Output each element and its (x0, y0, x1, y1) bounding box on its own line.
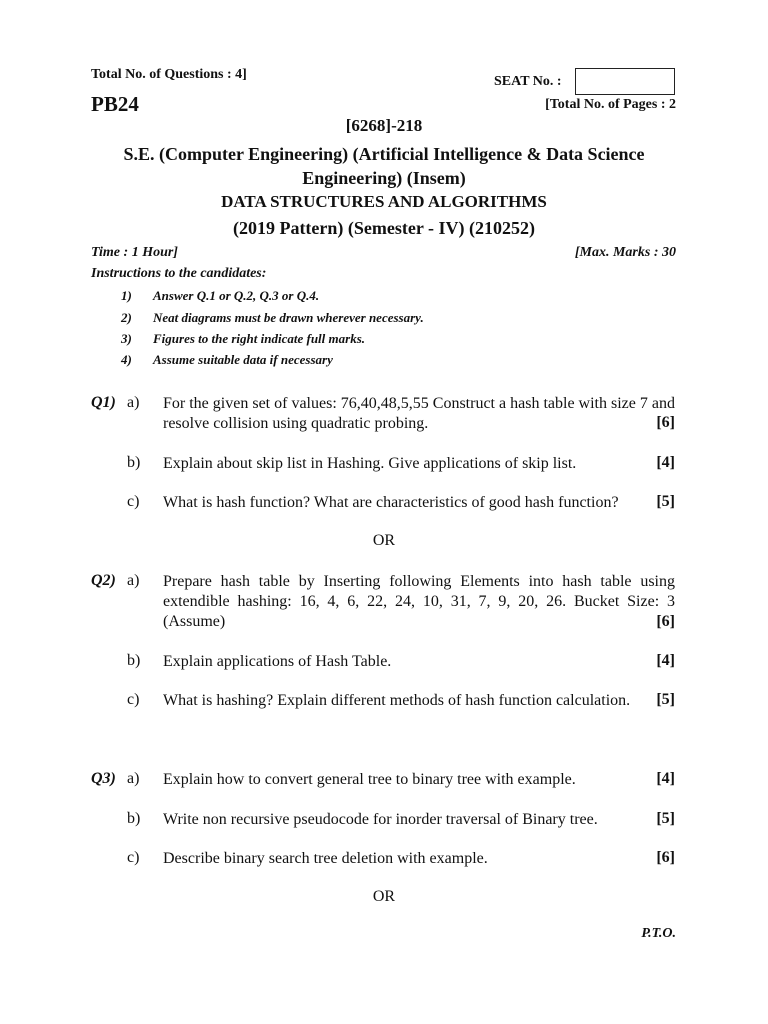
question-marks: [6] (656, 414, 675, 431)
question-part-label: b) (127, 652, 141, 669)
question-marks: [4] (656, 770, 675, 787)
instruction-text: Neat diagrams must be drawn wherever necessary. (153, 310, 424, 325)
question-text: Describe binary search tree deletion with example. (163, 850, 488, 867)
question-text: Explain applications of Hash Table. (163, 653, 392, 670)
question-marks: [5] (656, 691, 675, 708)
seat-number-label: SEAT No. : (494, 74, 562, 89)
question-part-label: a) (127, 572, 140, 589)
or-divider: OR (372, 888, 396, 905)
question-number-q2: Q2) (91, 572, 116, 589)
question-part-label: c) (127, 849, 140, 866)
seat-number-box[interactable] (575, 68, 675, 95)
question-text: What is hashing? Explain different methods of hash function calculation. (163, 692, 631, 709)
instruction-text: Figures to the right indicate full marks. (153, 331, 366, 346)
instruction-number: 2) (121, 310, 132, 325)
paper-code: [6268]-218 (345, 116, 423, 135)
question-part-label: c) (127, 493, 140, 510)
question-number-q3: Q3) (91, 770, 116, 787)
total-pages: [Total No. of Pages : 2 (545, 97, 676, 112)
instruction-item (121, 331, 365, 347)
question-part-label: a) (127, 770, 140, 787)
instruction-item (121, 310, 424, 326)
question-marks: [5] (656, 810, 675, 827)
question-marks: [4] (656, 652, 675, 669)
question-text: Prepare hash table by Inserting following Elements into hash table using extendible hashing: 16, 4, 6, 22, 24, 10, 31, 7, 9, 20, 26. Bucket Size: 3 (Assume) (163, 573, 675, 630)
pattern-line: (2019 Pattern) (Semester - IV) (210252) (232, 218, 536, 238)
question-marks: [4] (656, 454, 675, 471)
question-part-label: a) (127, 394, 140, 411)
course-line-2: Engineering) (Insem) (302, 168, 466, 188)
instruction-item (121, 288, 319, 304)
question-marks: [6] (656, 849, 675, 866)
instruction-text: Assume suitable data if necessary (153, 352, 333, 367)
question-number-q1: Q1) (91, 394, 116, 411)
question-text: Write non recursive pseudocode for inorder traversal of Binary tree. (163, 811, 598, 828)
total-questions: Total No. of Questions : 4] (91, 67, 247, 82)
paper-id: PB24 (91, 92, 139, 116)
max-marks: [Max. Marks : 30 (574, 245, 676, 260)
instruction-number: 3) (121, 331, 132, 346)
course-line-1: S.E. (Computer Engineering) (Artificial Intelligence & Data Science (123, 144, 645, 164)
instructions-heading: Instructions to the candidates: (91, 266, 267, 281)
question-marks: [5] (656, 493, 675, 510)
question-text: Explain about skip list in Hashing. Give applications of skip list. (163, 455, 577, 472)
question-part-label: b) (127, 454, 141, 471)
time-limit: Time : 1 Hour] (91, 245, 178, 260)
question-text: Explain how to convert general tree to binary tree with example. (163, 771, 576, 788)
instruction-number: 4) (121, 352, 132, 367)
question-part-label: b) (127, 810, 141, 827)
instruction-item (121, 352, 333, 368)
question-marks: [6] (656, 613, 675, 630)
instruction-number: 1) (121, 288, 132, 303)
question-text: For the given set of values: 76,40,48,5,55 Construct a hash table with size 7 and resolve collision using quadratic probing. (163, 395, 675, 432)
instruction-text: Answer Q.1 or Q.2, Q.3 or Q.4. (153, 288, 320, 303)
question-text: What is hash function? What are characteristics of good hash function? (163, 494, 619, 511)
course-title (0, 142, 768, 190)
or-divider: OR (372, 532, 396, 549)
question-part-label: c) (127, 691, 140, 708)
subject-title: DATA STRUCTURES AND ALGORITHMS (221, 192, 547, 211)
please-turn-over: P.T.O. (641, 926, 676, 941)
